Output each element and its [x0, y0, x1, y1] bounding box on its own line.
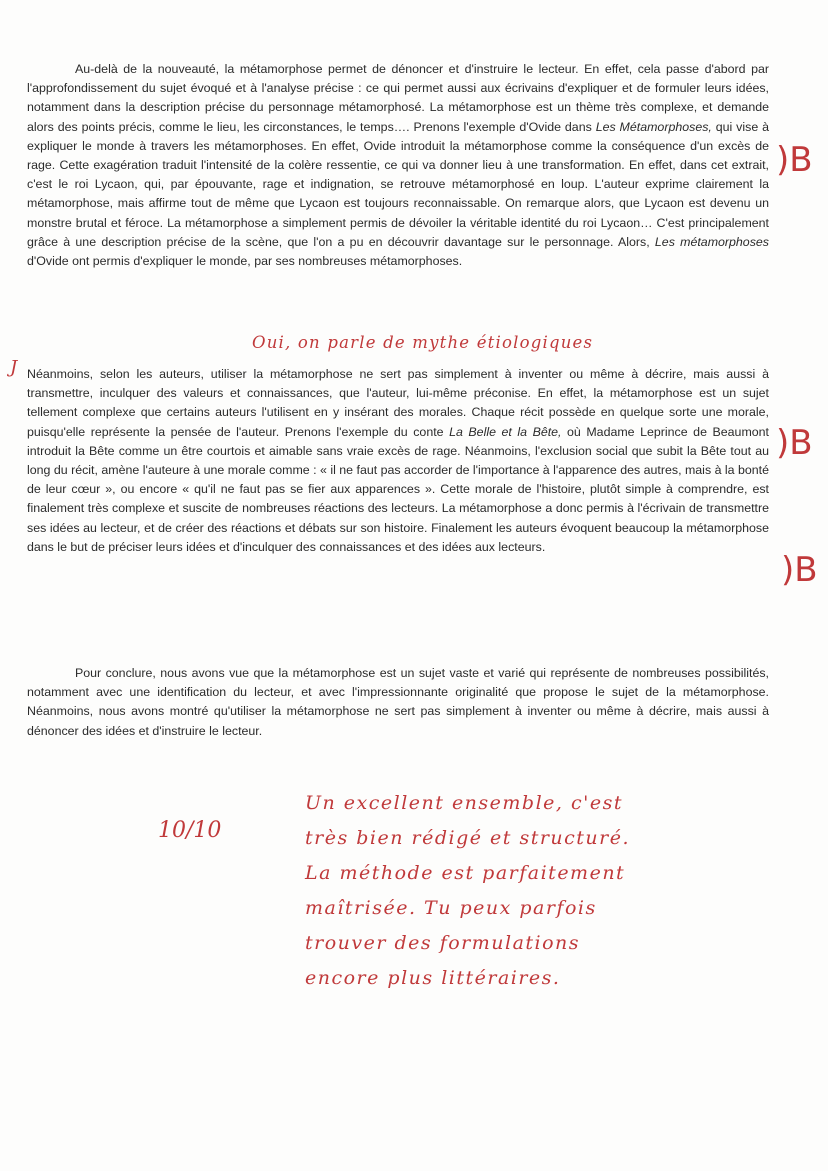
margin-bracket-2: )B: [776, 423, 813, 463]
inline-teacher-note: Oui, on parle de mythe étiologiques: [252, 333, 594, 352]
paragraph-2-text-a: Néanmoins, selon les auteurs, utiliser la métamorphose ne sert pas simplement à inventer ou même à décrire, mais aussi à transmettre, inculquer des valeurs et connaissances, que l'auteur, lui-même préconise. En effet, la métamorphose est un sujet tellement complexe que certains auteurs l'utilisent en y insérant des morales. Chaque récit possède en quelque sorte une morale, puisqu'elle représente la pensée de l'auteur. Prenons l'exemple du conte: [27, 367, 769, 439]
teacher-comment: Un excellent ensemble, c'est très bien rédigé et structuré. La méthode est parfaitement maîtrisée. Tu peux parfois trouver des formulations encore plus littéraires.: [305, 792, 631, 989]
work-title-belle-bete: La Belle et la Bête,: [449, 424, 562, 439]
paragraph-1-text-a: Au-delà de la nouveauté, la métamorphose permet de dénoncer et d'instruire le lecteur. En effet, cela passe d'abord par l'approfondissement du sujet évoqué et à l'analyse précise : ce qui permet aussi aux écrivains d'expliquer et de formuler leurs idées, notamment dans la description précise du personnage métamorphosé. La métamorphose est un thème très complexe, et demande alors des points précis, comme le lieu, les circonstances, le temps…. Prenons l'exemple d'Ovide dans: [27, 62, 769, 134]
paragraph-1-text-c: d'Ovide ont permis d'expliquer le monde, par ses nombreuses métamorphoses.: [27, 254, 463, 269]
margin-bracket-3: )B: [781, 550, 818, 590]
margin-bracket-1: )B: [776, 140, 813, 180]
paragraph-1-text-b: qui vise à expliquer le monde à travers les métamorphoses. En effet, Ovide introduit la métamorphose comme la conséquence d'un excès de rage. Cette exagération traduit l'intensité de la colère ressentie, ce qui va donner lieu à une transformation. En effet, dans cet extrait, c'est le roi Lycaon, qui, par épouvante, rage et indignation, se retrouve métamorphosé en loup. L'auteur exprime clairement la métamorphose, mais affirme tout de même que Lycaon est toujours reconnaissable. On remarque alors, que Lycaon est devenu un monstre brutal et féroce. La métamorphose a simplement permis de dévoiler la véritable identité du roi Lycaon… C'est principalement grâce à une description précise de la scène, que l'on a pu en découvrir davantage sur le personnage. Alors,: [27, 119, 770, 249]
paragraph-3-text: Pour conclure, nous avons vue que la métamorphose est un sujet vaste et varié qui représente de nombreuses possibilités, notamment avec une identification du lecteur, et avec l'impressionnante originalité que propose le sujet de la métamorphose. Néanmoins, nous avons montré qu'utiliser la métamorphose ne sert pas simplement à inventer ou même à décrire, mais aussi à dénoncer des idées et d'instruire le lecteur.: [27, 666, 769, 738]
paragraph-3-conclusion: [27, 664, 769, 741]
grade: 10/10: [158, 818, 222, 843]
paragraph-1: [27, 60, 769, 271]
work-title-metamorphoses-2: Les métamorphoses: [654, 234, 769, 249]
paragraph-2-text-b: où Madame Leprince de Beaumont introduit la Bête comme un être courtois et aimable sans vraie excès de rage. Néanmoins, l'exclusion social que subit la Bête tout au long du récit, amène l'auteure à une morale comme : « il ne faut pas accorder de l'importance à l'apparence des autres, mais à la bonté de leur cœur », ou encore « qu'il ne faut pas se fier aux apparences ». Cette morale de l'histoire, plutôt simple à comprendre, est finalement très complexe et suscite de nombreuses réactions des lecteurs. La métamorphose a donc permis à l'écrivain de transmettre ses idées au lecteur, et de créer des réactions et débats sur son histoire. Finalement les auteurs évoquent beaucoup la métamorphose dans le but de préciser leurs idées et d'inculquer des connaissances et des idées aux lecteurs.: [27, 424, 770, 554]
margin-mark: J: [10, 357, 18, 378]
paragraph-2: [27, 365, 769, 557]
work-title-metamorphoses: Les Métamorphoses,: [595, 119, 712, 134]
